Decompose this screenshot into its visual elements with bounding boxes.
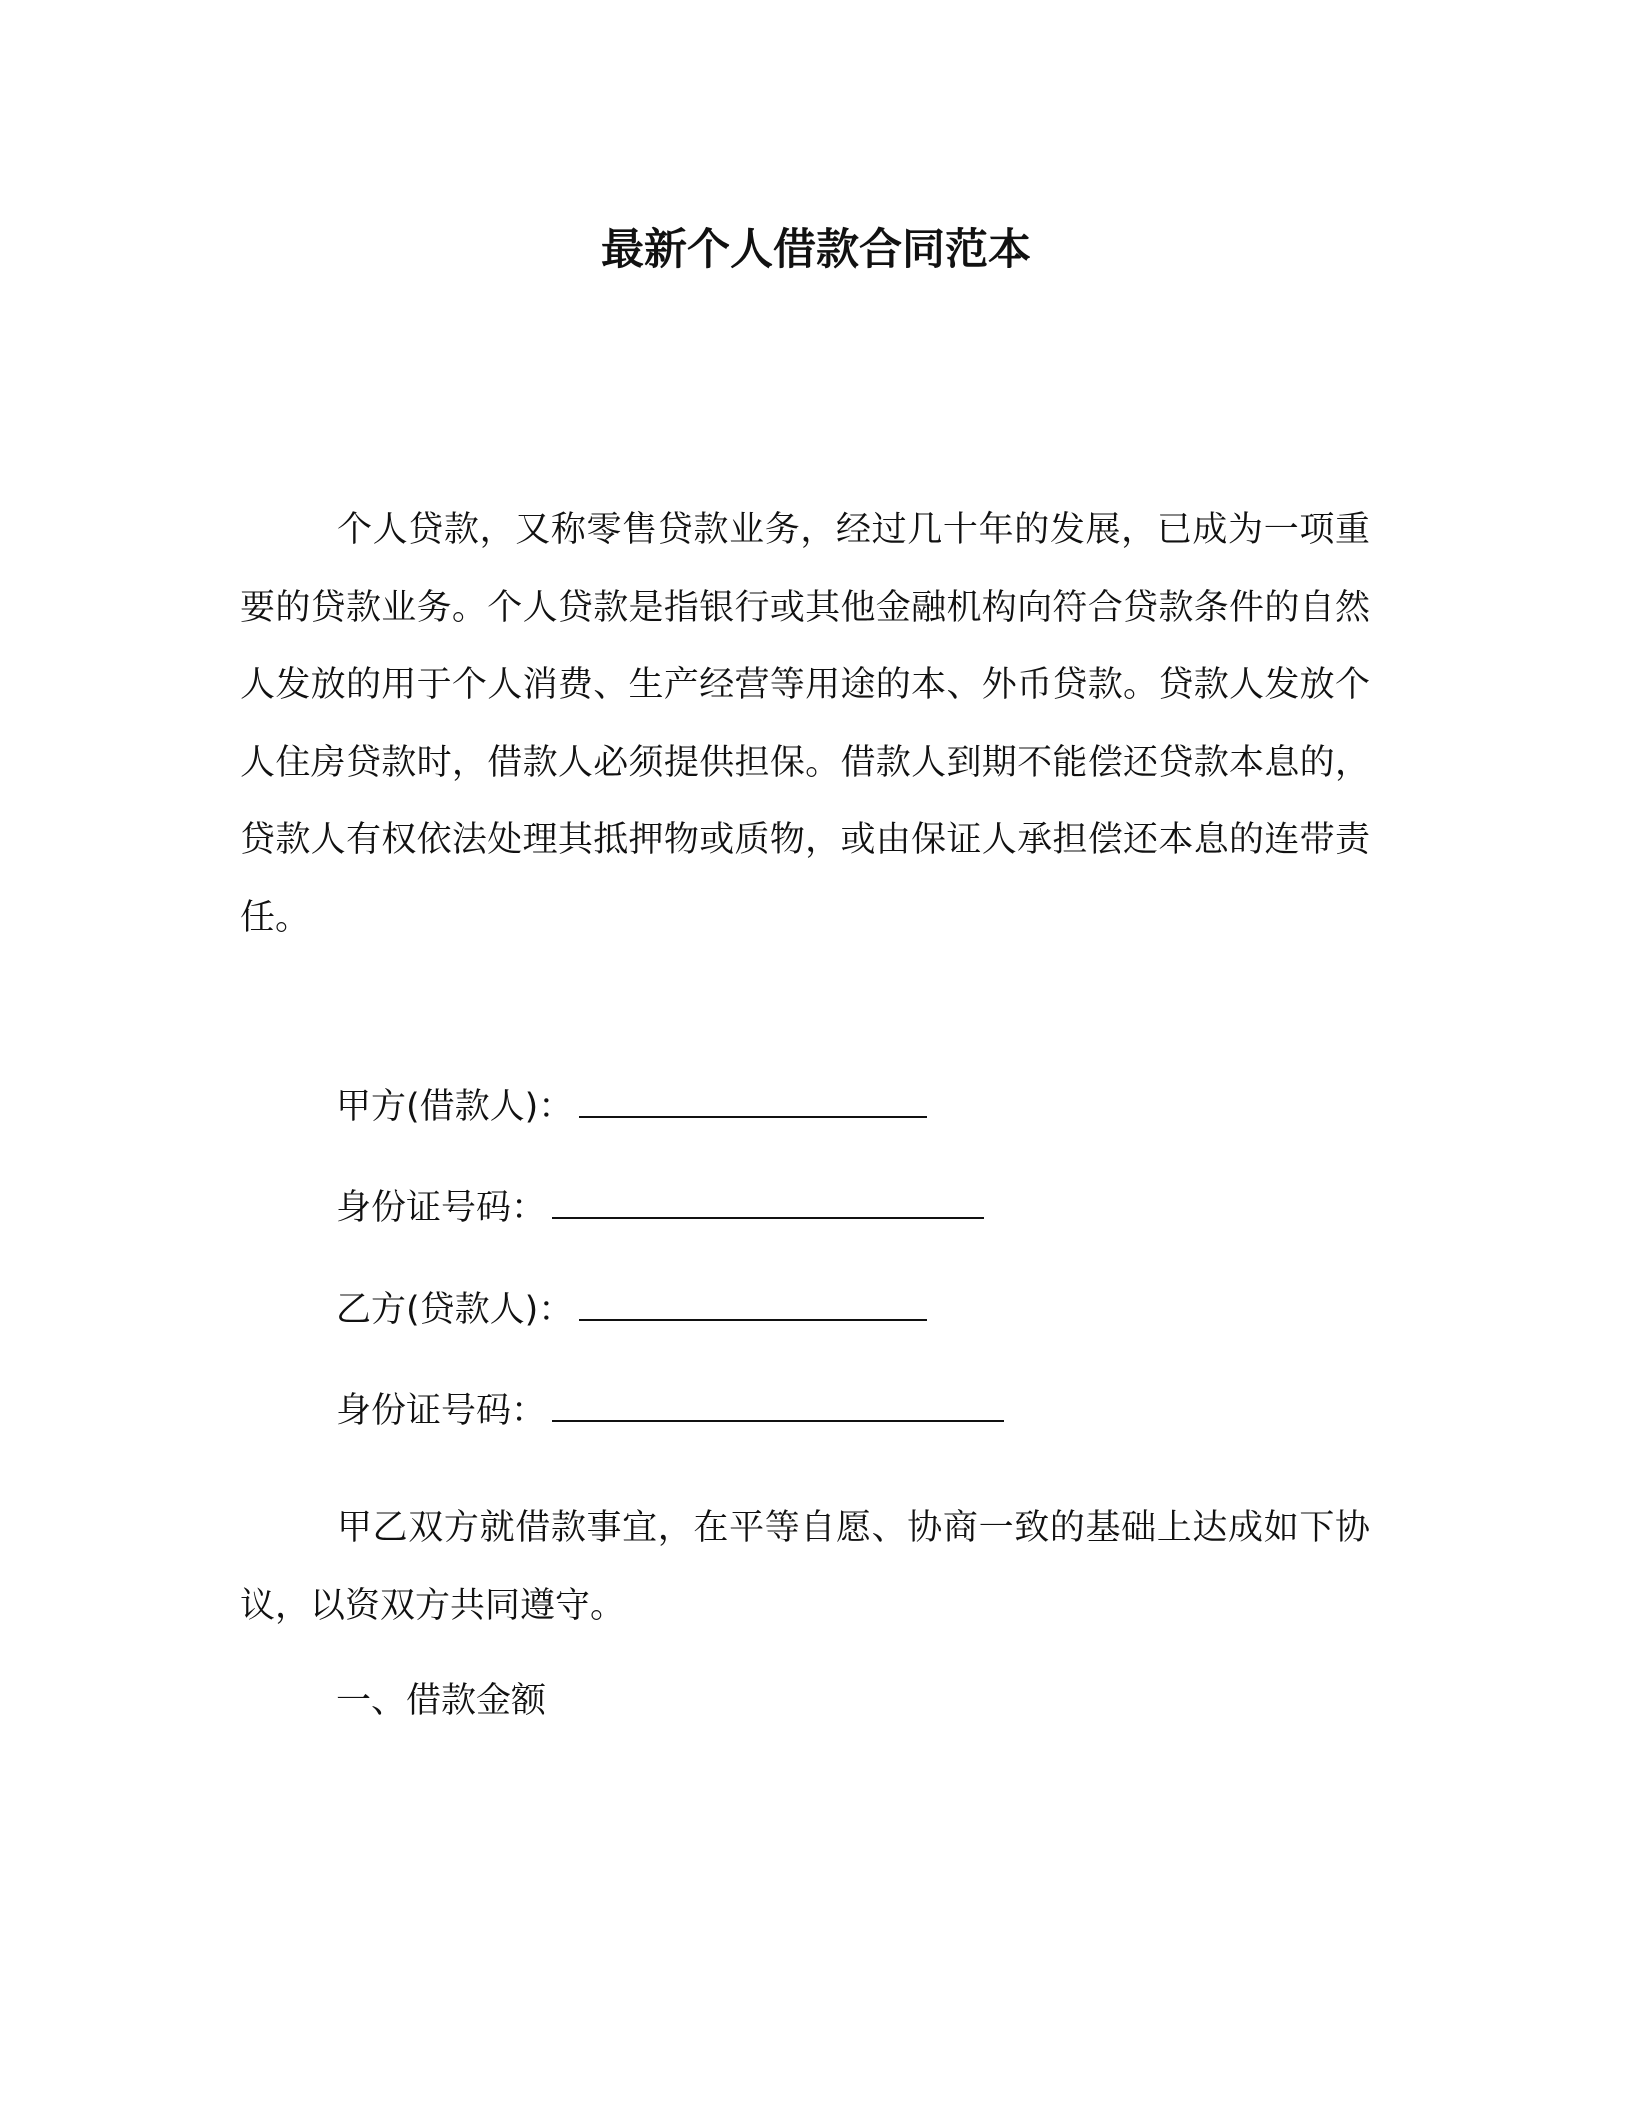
party-a-label: 甲方(借款人)： [336, 1087, 574, 1127]
party-b-id-label: 身份证号码： [336, 1391, 547, 1431]
party-b-id-blank-line [552, 1419, 1004, 1422]
party-a-id-field [336, 1183, 984, 1233]
intro-paragraph: 个人贷款，又称零售贷款业务，经过几十年的发展，已成为一项重要的贷款业务。个人贷款是指银行或其他金融机构向符合贷款条件的自然人发放的用于个人消费、生产经营等用途的本、外币贷款。贷款人发放个人住房贷款时，借款人必须提供担保。借款人到期不能偿还贷款本息的，贷款人有权依法处理其抵押物或质物，或由保证人承担偿还本息的连带责任。 [240, 510, 1370, 938]
party-a-field [336, 1082, 927, 1132]
party-a-blank-line [579, 1115, 927, 1118]
document-title: 最新个人借款合同范本 [601, 225, 1031, 275]
party-a-id-label: 身份证号码： [336, 1188, 547, 1228]
agreement-paragraph: 甲乙双方就借款事宜，在平等自愿、协商一致的基础上达成如下协议，以资双方共同遵守。 [240, 1508, 1370, 1626]
section-heading-loan-amount: 一、借款金额 [336, 1681, 547, 1721]
party-b-blank-line [579, 1318, 927, 1321]
party-b-label: 乙方(贷款人)： [336, 1290, 574, 1330]
party-b-id-field [336, 1386, 1004, 1436]
party-a-id-blank-line [552, 1216, 984, 1219]
party-b-field [336, 1285, 927, 1335]
